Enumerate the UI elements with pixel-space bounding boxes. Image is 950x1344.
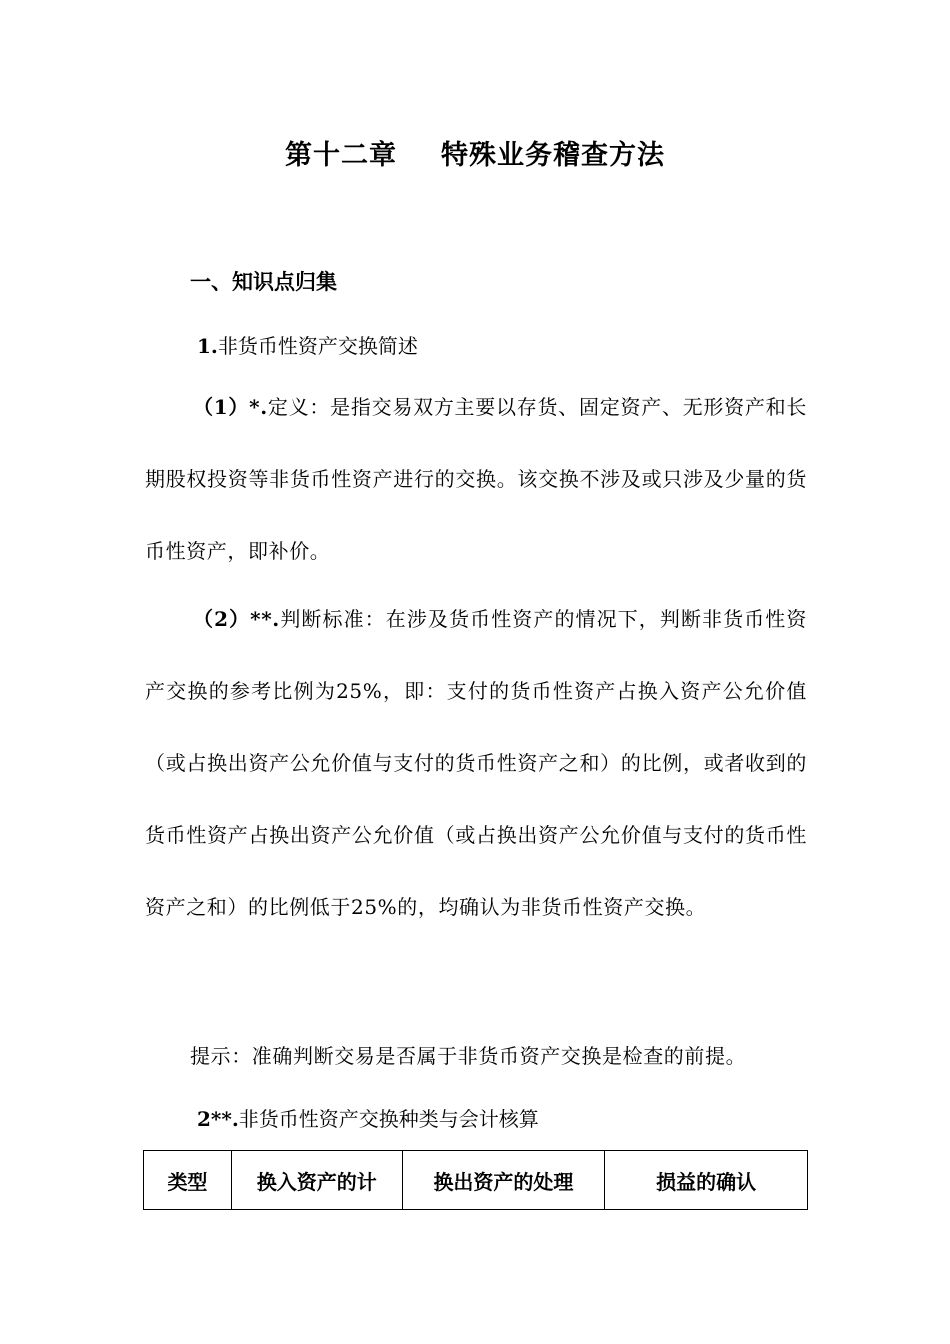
chapter-number: 第十二章	[285, 140, 397, 171]
subsection-text: 非货币性资产交换简述	[217, 334, 418, 358]
chapter-title	[0, 133, 950, 172]
table-header-cell: 类型	[144, 1151, 232, 1210]
definition-text: 定义：是指交易双方主要以存货、固定资产、无形资产和长期股权投资等非货币性资产进行的交换。该交换不涉及或只涉及少量的货币性资产，即补价。	[145, 395, 807, 563]
subsection-heading-1	[197, 330, 418, 359]
table-header-row	[144, 1151, 808, 1210]
criteria-text: 判断标准：在涉及货币性资产的情况下，判断非货币性资产交换的参考比例为25%，即：支付的货币性资产占换入资产公允价值（或占换出资产公允价值与支付的货币性资产之和）的比例，或者收到的货币性资产占换出资产公允价值（或占换出资产公允价值与支付的货币性资产之和）的比例低于25%的，均确认为非货币性资产交换。	[145, 607, 807, 919]
table-header-cell: 换出资产的处理	[402, 1151, 605, 1210]
subsection-number: 2**.	[197, 1107, 239, 1131]
section-heading: 一、知识点归集	[190, 269, 337, 294]
subsection-text: 非货币性资产交换种类与会计核算	[238, 1107, 539, 1131]
table-header-cell: 换入资产的计	[231, 1151, 402, 1210]
definition-paragraph	[145, 371, 807, 587]
chapter-name: 特殊业务稽查方法	[441, 140, 665, 171]
table-header-cell: 损益的确认	[605, 1151, 808, 1210]
definition-label: （1）*.	[193, 395, 268, 419]
exchange-types-table	[143, 1150, 808, 1210]
subsection-number: 1.	[197, 334, 218, 358]
criteria-paragraph	[145, 583, 807, 943]
subsection-heading-2	[197, 1103, 539, 1132]
tip-paragraph: 提示：准确判断交易是否属于非货币资产交换是检查的前提。	[190, 1044, 747, 1068]
criteria-label: （2）**.	[193, 607, 280, 631]
